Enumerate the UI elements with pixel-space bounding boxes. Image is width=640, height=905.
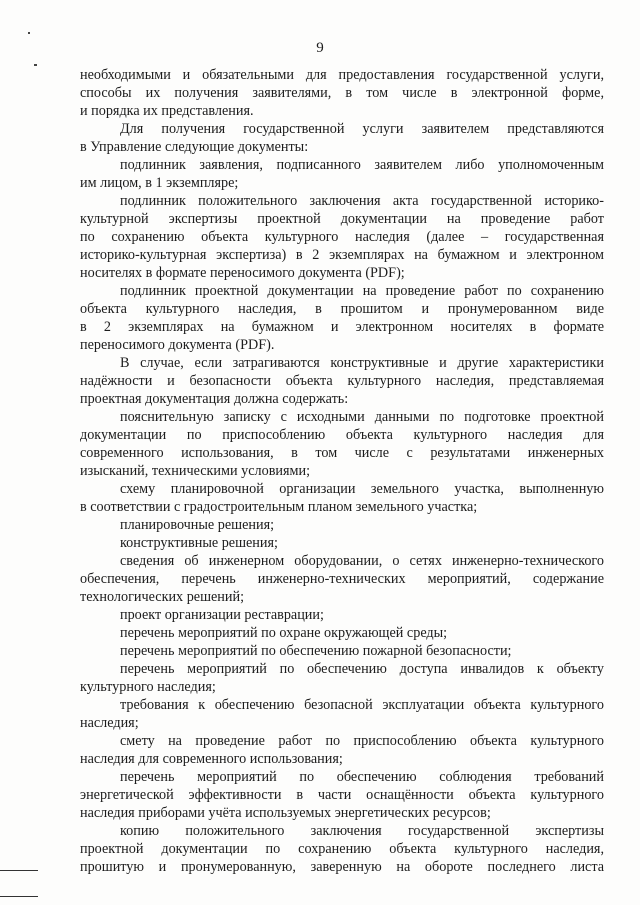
text-line: энергетической эффективности в части оснащённости объекта культурного [80,787,604,803]
text-line: культурного наследия; [80,679,216,695]
text-line: перечень мероприятий по охране окружающей среды; [120,625,448,641]
text-line: способы их получения заявителями, в том числе в электронной форме, [80,85,604,101]
text-line: и порядка их представления. [80,103,254,119]
text-line: сведения об инженерном оборудовании, о сетях инженерно-технического [120,553,604,569]
text-line: проектной документации по сохранению объекта культурного наследия, [80,841,604,857]
text-line: смету на проведение работ по приспособлению объекта культурного [120,733,604,749]
text-line: наследия; [80,715,139,731]
text-line: подлинник заявления, подписанного заявителем либо уполномоченным [120,157,604,173]
text-line: историко-культурная экспертиза) в 2 экземплярах на бумажном и электронном [80,247,604,263]
text-line: технологических решений; [80,589,245,605]
text-line: подлинник проектной документации на проведение работ по сохранению [120,283,604,299]
text-line: перечень мероприятий по обеспечению доступа инвалидов к объекту [120,661,604,677]
footnote-rule [0,896,38,897]
text-line: планировочные решения; [120,517,275,533]
text-line: наследия для современного использования; [80,751,343,767]
text-line: Для получения государственной услуги заявителем представляются [120,121,604,137]
text-line: конструктивные решения; [120,535,278,551]
footnote-rule [0,870,38,871]
text-line: надёжности и безопасности объекта культурного наследия, представляемая [80,373,604,389]
text-line: в 2 экземплярах на бумажном и электронном носителях в формате [80,319,604,335]
scan-mark [28,32,30,34]
text-line: современного использования, в том числе с результатами инженерных [80,445,604,461]
text-line: носителях в формате переносимого документа (PDF); [80,265,405,281]
text-line: перечень мероприятий по обеспечению соблюдения требований [120,769,604,785]
text-line: копию положительного заключения государственной экспертизы [120,823,604,839]
text-line: В случае, если затрагиваются конструктивные и другие характеристики [120,355,604,371]
text-line: обеспечения, перечень инженерно-технических мероприятий, содержание [80,571,604,587]
text-line: пояснительную записку с исходными данными по подготовке проектной [120,409,604,425]
text-line: подлинник положительного заключения акта государственной историко- [120,193,604,209]
text-line: необходимыми и обязательными для предоставления государственной услуги, [80,67,604,83]
text-line: изысканий, техническими условиями; [80,463,311,479]
text-line: по сохранению объекта культурного наследия (далее – государственная [80,229,604,245]
text-line: прошитую и пронумерованную, заверенную на обороте последнего листа [80,859,604,875]
text-line: схему планировочной организации земельного участка, выполненную [120,481,604,497]
text-line: объекта культурного наследия, в прошитом и пронумерованном виде [80,301,604,317]
text-line: наследия приборами учёта используемых энергетических ресурсов; [80,805,491,821]
text-line: им лицом, в 1 экземпляре; [80,175,239,191]
text-line: переносимого документа (PDF). [80,337,275,353]
text-line: проектная документация должна содержать: [80,391,349,407]
text-line: культурной экспертизы проектной документации на проведение работ [80,211,604,227]
page-number: 9 [316,40,324,56]
text-line: требования к обеспечению безопасной эксплуатации объекта культурного [120,697,604,713]
text-line: проект организации реставрации; [120,607,324,623]
text-line: в соответствии с градостроительным планом земельного участка; [80,499,478,515]
text-line: перечень мероприятий по обеспечению пожарной безопасности; [120,643,512,659]
scan-mark [34,64,37,66]
text-line: в Управление следующие документы: [80,139,309,155]
text-line: документации по приспособлению объекта культурного наследия для [80,427,604,443]
